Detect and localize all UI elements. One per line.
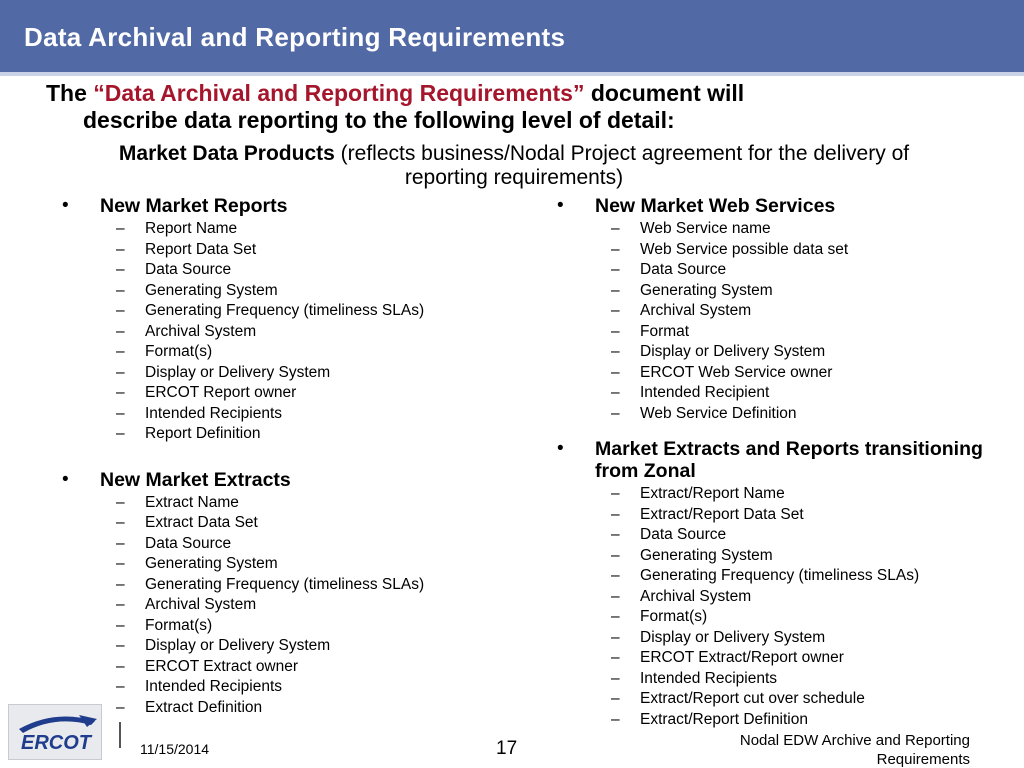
section-new-market-web-services <box>553 195 993 424</box>
dash-glyph: – <box>611 710 620 728</box>
footer-divider <box>119 722 121 748</box>
list-item-text: Web Service name <box>640 220 771 237</box>
list-item-text: Intended Recipients <box>145 678 283 695</box>
dash-glyph: – <box>611 281 620 299</box>
list-item <box>58 301 498 322</box>
list-item <box>553 525 993 546</box>
subintro-text <box>82 142 946 190</box>
list-item <box>58 595 498 616</box>
dash-glyph: – <box>116 404 125 422</box>
dash-glyph: – <box>611 384 620 401</box>
list-item <box>553 363 993 384</box>
list-item-text: Data Source <box>640 526 727 543</box>
dash-glyph: – <box>116 575 125 593</box>
list-item-text: Generating System <box>145 281 278 299</box>
list-item-text: Extract/Report Definition <box>640 710 808 728</box>
list-item <box>58 260 498 281</box>
list-item-text: Extract Name <box>145 493 239 511</box>
ercot-logo-icon <box>9 705 103 761</box>
list-item-text: Generating Frequency (timeliness SLAs) <box>145 575 425 593</box>
section-heading-text: New Market Extracts <box>100 468 291 491</box>
list-item <box>553 546 993 567</box>
dash-glyph: – <box>611 363 620 381</box>
intro-suffix: document will <box>584 80 745 106</box>
section-new-market-reports <box>58 195 498 445</box>
list-item <box>553 669 993 690</box>
dash-glyph: – <box>116 322 125 340</box>
dash-glyph: – <box>116 514 125 531</box>
section-heading <box>58 469 498 491</box>
dash-glyph: – <box>116 240 125 258</box>
list-item-text: Generating Frequency (timeliness SLAs) <box>145 302 425 319</box>
list-item <box>553 505 993 526</box>
list-item-text: Extract Definition <box>145 698 263 716</box>
footer-date: 11/15/2014 <box>140 741 210 757</box>
dash-glyph: – <box>116 698 125 716</box>
dash-glyph: – <box>611 608 620 625</box>
subintro-bold: Market Data Products <box>118 142 335 165</box>
subintro-rest: (reflects business/Nodal Project agreement for the delivery of reporting requirements) <box>334 142 910 189</box>
dash-glyph: – <box>611 505 620 523</box>
list-item-text: Archival System <box>640 302 752 319</box>
list-item <box>553 689 993 710</box>
list-item-text: Web Service possible data set <box>640 240 849 258</box>
dash-glyph: – <box>116 261 125 278</box>
dash-glyph: – <box>611 587 620 605</box>
list-item <box>58 493 498 514</box>
bullet-glyph: • <box>62 468 69 490</box>
list-item <box>58 657 498 678</box>
list-item-text: Intended Recipients <box>640 669 778 687</box>
list-item-text: Report Definition <box>145 425 261 442</box>
bullet-glyph: • <box>62 195 69 216</box>
list-item-text: Report Name <box>145 220 238 237</box>
list-item-text: Generating Frequency (timeliness SLAs) <box>640 567 920 584</box>
list-item <box>553 240 993 261</box>
bullet-glyph: • <box>557 438 564 459</box>
list-item-text: Generating System <box>145 555 278 572</box>
dash-glyph: – <box>116 363 125 381</box>
intro-quoted-title: “Data Archival and Reporting Requirements” <box>93 80 585 106</box>
section-new-market-extracts <box>58 469 498 719</box>
dash-glyph: – <box>611 485 620 502</box>
dash-glyph: – <box>611 628 620 646</box>
list-item-text: ERCOT Extract owner <box>145 657 299 675</box>
dash-glyph: – <box>611 322 620 340</box>
dash-glyph: – <box>116 493 125 511</box>
list-item-text: Display or Delivery System <box>640 628 826 646</box>
list-item-text: Generating System <box>640 546 773 564</box>
dash-glyph: – <box>116 555 125 572</box>
dash-glyph: – <box>116 343 125 360</box>
list-item <box>58 534 498 555</box>
list-item-text: Generating System <box>640 281 773 299</box>
dash-glyph: – <box>116 220 125 237</box>
list-item-text: Data Source <box>145 534 232 552</box>
footer-document-title: Nodal EDW Archive and Reporting Requirements <box>739 732 970 768</box>
list-item-text: Web Service Definition <box>640 404 797 422</box>
list-item <box>58 342 498 363</box>
dash-glyph: – <box>611 240 620 258</box>
list-item <box>58 616 498 637</box>
list-item <box>553 281 993 302</box>
list-item-text: Report Data Set <box>145 240 257 258</box>
list-item-text: Format(s) <box>145 616 213 634</box>
list-item <box>58 322 498 343</box>
list-item-text: Display or Delivery System <box>145 637 331 654</box>
section-heading-text: Market Extracts and Reports transitioning from Zonal <box>595 438 983 482</box>
list-item-text: Extract Data Set <box>145 514 258 531</box>
list-item <box>58 424 498 445</box>
dash-glyph: – <box>116 384 125 401</box>
list-item-text: ERCOT Extract/Report owner <box>640 649 844 666</box>
dash-glyph: – <box>116 637 125 654</box>
list-item-text: Archival System <box>145 322 257 340</box>
dash-glyph: – <box>611 220 620 237</box>
intro-prefix: The <box>46 80 94 106</box>
dash-glyph: – <box>116 596 125 613</box>
section-heading <box>553 438 993 482</box>
list-item-text: Intended Recipient <box>640 384 770 401</box>
dash-glyph: – <box>611 669 620 687</box>
list-item <box>553 322 993 343</box>
list-item <box>553 566 993 587</box>
list-item-text: Extract/Report Data Set <box>640 505 804 523</box>
list-item <box>58 677 498 698</box>
list-item <box>58 513 498 534</box>
dash-glyph: – <box>611 567 620 584</box>
dash-glyph: – <box>116 678 125 695</box>
list-item <box>553 648 993 669</box>
item-list <box>58 493 498 719</box>
dash-glyph: – <box>611 404 620 422</box>
intro-line2: describe data reporting to the following level of detail: <box>83 107 675 133</box>
list-item <box>553 587 993 608</box>
list-item <box>58 240 498 261</box>
list-item <box>553 301 993 322</box>
list-item <box>58 404 498 425</box>
dash-glyph: – <box>611 343 620 360</box>
list-item <box>58 554 498 575</box>
dash-glyph: – <box>116 534 125 552</box>
item-list <box>553 219 993 424</box>
bullet-glyph: • <box>557 195 564 216</box>
dash-glyph: – <box>611 526 620 543</box>
list-item-text: ERCOT Report owner <box>145 384 297 401</box>
list-item-text: Display or Delivery System <box>640 343 826 360</box>
list-item <box>553 607 993 628</box>
list-item <box>58 575 498 596</box>
list-item <box>58 363 498 384</box>
dash-glyph: – <box>611 261 620 278</box>
dash-glyph: – <box>116 657 125 675</box>
ercot-logo <box>8 704 102 760</box>
list-item <box>553 710 993 731</box>
dash-glyph: – <box>116 425 125 442</box>
list-item <box>553 260 993 281</box>
list-item <box>58 281 498 302</box>
dash-glyph: – <box>611 690 620 707</box>
item-list <box>553 484 993 730</box>
list-item-text: Format(s) <box>145 343 213 360</box>
section-heading-text: New Market Reports <box>100 195 288 217</box>
list-item-text: Format(s) <box>640 608 708 625</box>
title-bar <box>0 0 1024 76</box>
dash-glyph: – <box>611 302 620 319</box>
list-item-text: Archival System <box>640 587 752 605</box>
list-item <box>553 628 993 649</box>
list-item-text: Format <box>640 322 690 340</box>
intro-text <box>46 80 946 134</box>
list-item <box>553 404 993 425</box>
section-heading <box>58 195 498 217</box>
dash-glyph: – <box>611 546 620 564</box>
left-column <box>58 195 498 718</box>
dash-glyph: – <box>116 302 125 319</box>
item-list <box>58 219 498 445</box>
list-item <box>553 484 993 505</box>
dash-glyph: – <box>611 649 620 666</box>
list-item <box>553 383 993 404</box>
page-number: 17 <box>496 738 518 759</box>
list-item-text: Extract/Report Name <box>640 485 785 502</box>
list-item <box>58 219 498 240</box>
list-item <box>58 383 498 404</box>
list-item-text: ERCOT Web Service owner <box>640 363 833 381</box>
dash-glyph: – <box>116 281 125 299</box>
list-item-text: Archival System <box>145 596 257 613</box>
list-item-text: Intended Recipients <box>145 404 283 422</box>
list-item-text: Display or Delivery System <box>145 363 331 381</box>
list-item <box>553 219 993 240</box>
slide-title: Data Archival and Reporting Requirements <box>24 22 566 52</box>
list-item-text: Data Source <box>640 261 727 278</box>
list-item <box>553 342 993 363</box>
list-item-text: Data Source <box>145 261 232 278</box>
section-heading <box>553 195 993 217</box>
section-zonal-transition <box>553 438 993 730</box>
section-heading-text: New Market Web Services <box>595 195 836 217</box>
dash-glyph: – <box>116 616 125 634</box>
right-column <box>553 195 993 730</box>
list-item-text: Extract/Report cut over schedule <box>640 690 865 707</box>
list-item <box>58 636 498 657</box>
list-item <box>58 698 498 719</box>
ercot-logo-text: ERCOT <box>21 732 91 754</box>
